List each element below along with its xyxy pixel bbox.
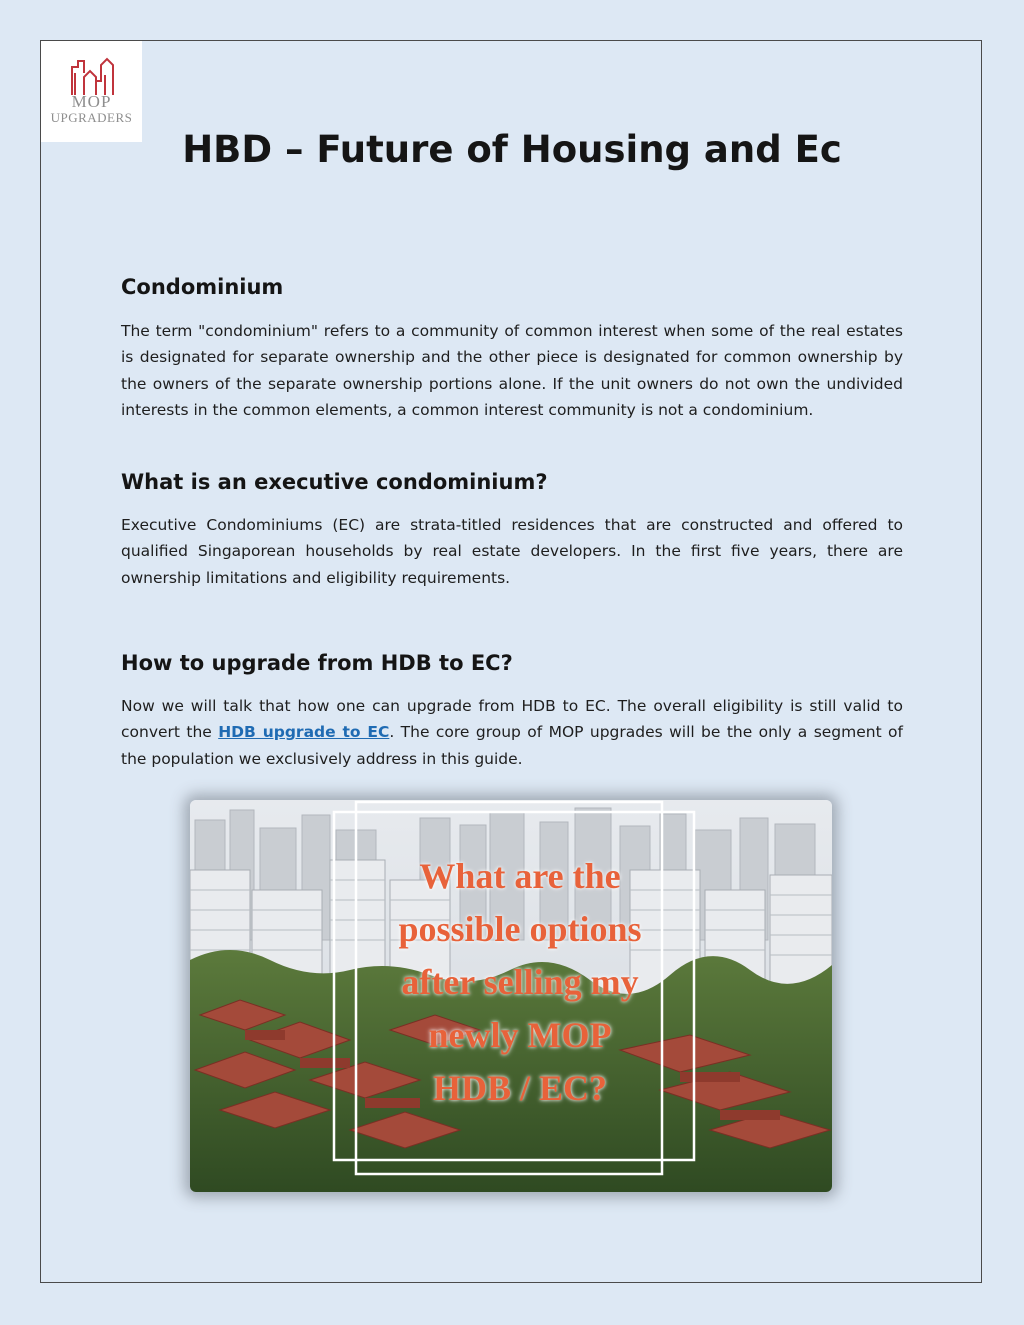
hdb-upgrade-to-ec-link[interactable]: HDB upgrade to EC (218, 723, 390, 742)
paragraph-text-start: Now we will talk that how one can upgrade from HDB to EC. The overall eligibility is still valid to convert the (121, 697, 903, 742)
logo-text-mop: MOP (71, 92, 112, 111)
hero-image (190, 800, 832, 1192)
caption-line: newly MOP (428, 1015, 612, 1055)
page-title: HBD – Future of Housing and Ec (182, 128, 842, 171)
paragraph-upgrade-hdb-to-ec (121, 693, 903, 772)
logo-text-upgraders: UPGRADERS (50, 110, 133, 125)
paragraph-text-end: . The core group of MOP upgrades will be the only a segment of the population we exclusively address in this guide. (121, 723, 903, 768)
heading-executive-condominium: What is an executive condominium? (121, 470, 548, 494)
caption-line: possible options (398, 909, 642, 949)
heading-condominium: Condominium (121, 275, 284, 299)
image-caption (320, 850, 720, 1115)
heading-upgrade-hdb-to-ec: How to upgrade from HDB to EC? (121, 651, 513, 675)
caption-line: HDB / EC? (432, 1068, 608, 1108)
caption-line: What are the (419, 856, 621, 896)
caption-line: after selling my (401, 962, 639, 1002)
paragraph-executive-condominium: Executive Condominiums (EC) are strata-titled residences that are constructed and offered to qualified Singaporean households by real estate developers. In the first five years, there are ownership limitations and eligibility requirements. (121, 516, 903, 587)
paragraph-condominium: The term "condominium" refers to a community of common interest when some of the real estates is designated for separate ownership and the other piece is designated for common ownership by the owners of the separate ownership portions alone. If the unit owners do not own the undivided interests in the common elements, a common interest community is not a condominium. (121, 322, 903, 420)
